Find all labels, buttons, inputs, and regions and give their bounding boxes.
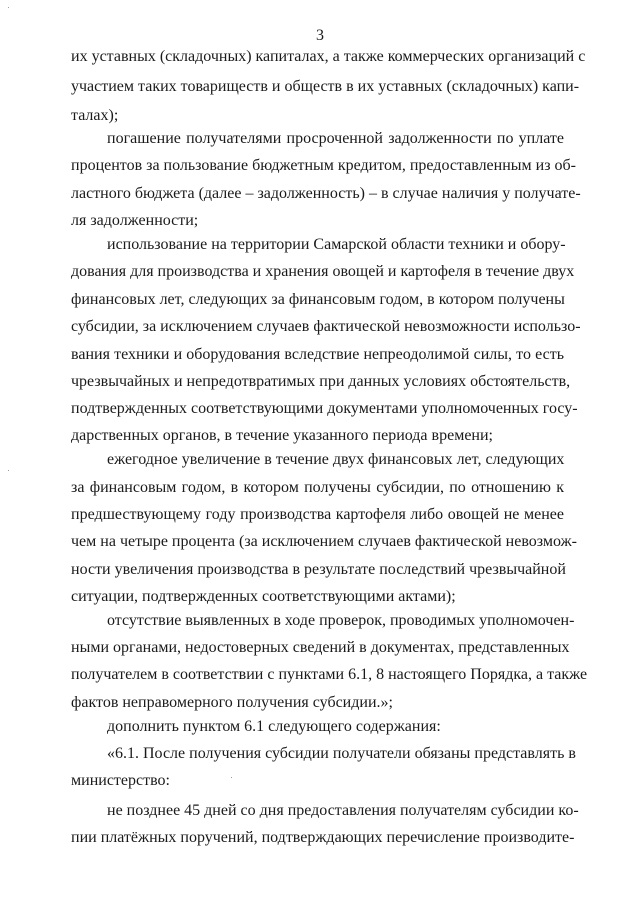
text-line: не позднее 45 дней со дня предоставления получателям субсидии ко- [107,802,579,819]
text-line: финансовых лет, следующих за финансовым годом, в котором получены [71,291,565,308]
text-line: вания техники и оборудования вследствие непреодолимой силы, то есть [71,346,564,363]
scan-speck [231,777,232,778]
text-line: ными органами, недостоверных сведений в документах, представленных [71,639,570,656]
text-line: ежегодное увеличение в течение двух финансовых лет, следующих [107,451,565,468]
text-line: использование на территории Самарской области техники и обору- [107,236,566,253]
text-line: подтвержденных соответствующими документами уполномоченных госу- [71,400,578,417]
text-line: талах); [71,107,119,124]
text-line: ля задолженности; [71,212,199,229]
text-line: ластного бюджета (далее – задолженность) – в случае наличия у получате- [71,185,581,202]
text-line: ситуации, подтвержденных соответствующими актами); [71,588,456,605]
page-number: 3 [316,27,324,44]
text-line: министерство: [71,772,170,789]
text-line: фактов неправомерного получения субсидии.»; [71,694,393,711]
text-line: их уставных (складочных) капиталах, а также коммерческих организаций с [71,48,586,65]
text-line: отсутствие выявленных в ходе проверок, проводимых уполномочен- [107,612,575,629]
scan-speck [8,7,9,8]
text-line: пии платёжных поручений, подтверждающих перечисление производите- [71,829,575,846]
text-line: ности увеличения производства в результате последствий чрезвычайной [71,561,566,578]
text-line: за финансовым годом, в котором получены субсидии, по отношению к [71,479,564,496]
text-line: дополнить пунктом 6.1 следующего содержания: [107,718,441,735]
text-line: процентов за пользование бюджетным кредитом, предоставленным из об- [71,157,577,174]
text-line: дарственных органов, в течение указанного периода времени; [71,427,493,444]
text-line: участием таких товариществ и обществ в их уставных (складочных) капи- [71,78,580,95]
text-line: погашение получателями просроченной задолженности по уплате [107,130,564,147]
text-line: дования для производства и хранения овощей и картофеля в течение двух [71,263,575,280]
text-line: субсидии, за исключением случаев фактической невозможности использо- [71,318,581,335]
text-line: «6.1. После получения субсидии получатели обязаны представлять в [107,745,576,762]
text-line: предшествующему году производства картофеля либо овощей не менее [71,506,564,523]
text-line: чрезвычайных и непредотвратимых при данных условиях обстоятельств, [71,373,571,390]
scan-speck [8,470,9,471]
text-line: получателем в соответствии с пунктами 6.1, 8 настоящего Порядка, а также [71,666,588,683]
text-line: чем на четыре процента (за исключением случаев фактической невозмож- [71,533,577,550]
